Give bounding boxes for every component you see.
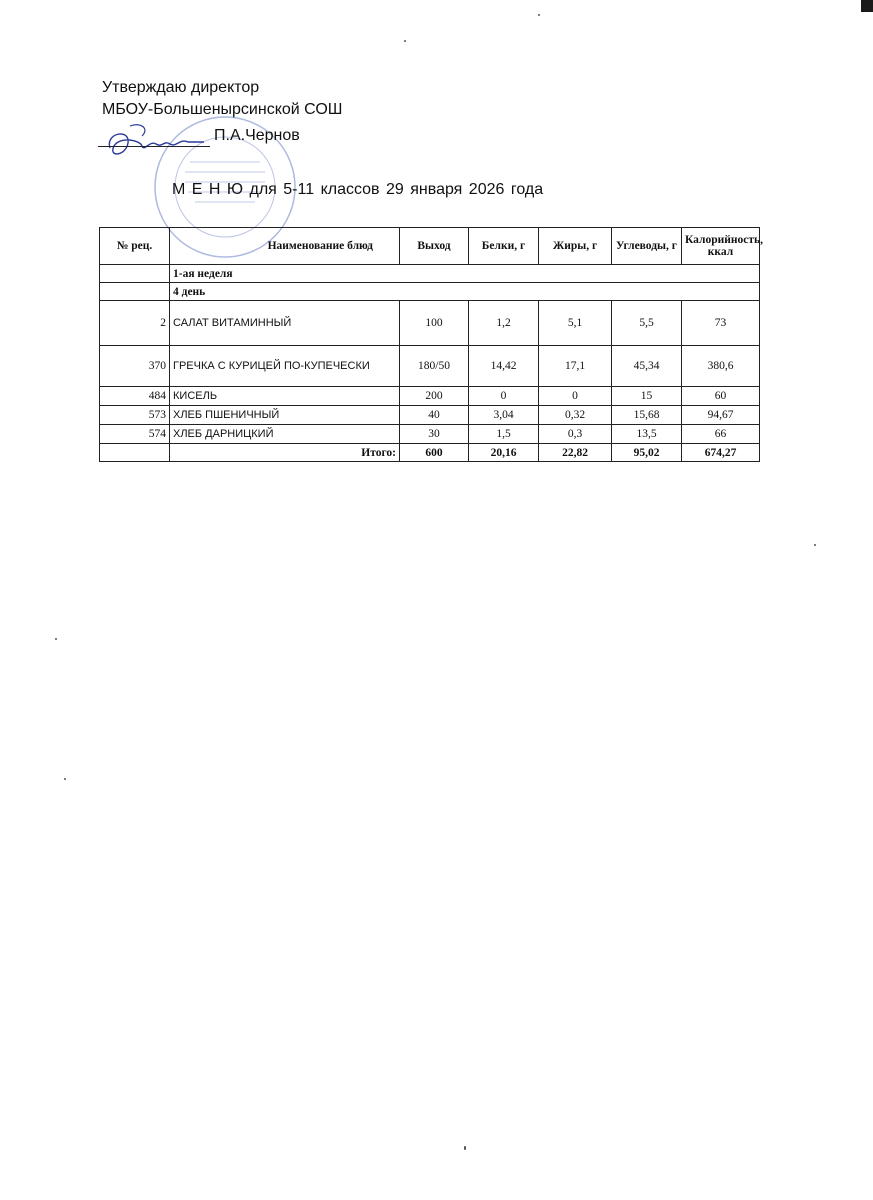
total-kcal: 674,27 xyxy=(682,444,760,462)
carbs-cell: 15 xyxy=(612,387,682,406)
approval-line-2: МБОУ-Большенырсинской СОШ xyxy=(102,101,343,118)
fat-cell: 0,3 xyxy=(539,425,612,444)
dish-name: ХЛЕБ ДАРНИЦКИЙ xyxy=(170,425,400,444)
yield-cell: 30 xyxy=(400,425,469,444)
dish-name: САЛАТ ВИТАМИННЫЙ xyxy=(170,301,400,346)
header-carbs: Углеводы, г xyxy=(612,228,682,265)
rec-number: 370 xyxy=(100,346,170,387)
protein-cell: 1,2 xyxy=(469,301,539,346)
day-row xyxy=(100,283,760,301)
scan-corner-mark xyxy=(861,0,873,12)
table-row xyxy=(100,346,760,387)
director-signature xyxy=(100,118,210,168)
total-fat: 22,82 xyxy=(539,444,612,462)
kcal-cell: 380,6 xyxy=(682,346,760,387)
carbs-cell: 45,34 xyxy=(612,346,682,387)
yield-cell: 180/50 xyxy=(400,346,469,387)
table-row xyxy=(100,387,760,406)
carbs-cell: 15,68 xyxy=(612,406,682,425)
total-label: Итого: xyxy=(170,444,400,462)
total-protein: 20,16 xyxy=(469,444,539,462)
week-row xyxy=(100,265,760,283)
signature-line xyxy=(98,146,210,147)
scan-speck xyxy=(64,778,66,780)
rec-number: 484 xyxy=(100,387,170,406)
table-row xyxy=(100,425,760,444)
kcal-cell: 73 xyxy=(682,301,760,346)
day-label: 4 день xyxy=(170,283,760,301)
yield-cell: 100 xyxy=(400,301,469,346)
total-carbs: 95,02 xyxy=(612,444,682,462)
dish-name: ХЛЕБ ПШЕНИЧНЫЙ xyxy=(170,406,400,425)
header-fat: Жиры, г xyxy=(539,228,612,265)
scan-speck xyxy=(464,1146,466,1150)
protein-cell: 0 xyxy=(469,387,539,406)
dish-name: ГРЕЧКА С КУРИЦЕЙ ПО-КУПЕЧЕСКИ xyxy=(170,346,400,387)
kcal-cell: 94,67 xyxy=(682,406,760,425)
yield-cell: 40 xyxy=(400,406,469,425)
director-name: П.А.Чернов xyxy=(214,127,300,144)
scan-speck xyxy=(814,544,816,546)
protein-cell: 14,42 xyxy=(469,346,539,387)
carbs-cell: 13,5 xyxy=(612,425,682,444)
kcal-cell: 60 xyxy=(682,387,760,406)
protein-cell: 1,5 xyxy=(469,425,539,444)
protein-cell: 3,04 xyxy=(469,406,539,425)
yield-cell: 200 xyxy=(400,387,469,406)
total-yield: 600 xyxy=(400,444,469,462)
table-row xyxy=(100,406,760,425)
rec-number: 573 xyxy=(100,406,170,425)
approval-line-1: Утверждаю директор xyxy=(102,79,260,96)
header-rec: № рец. xyxy=(100,228,170,265)
dish-name: КИСЕЛЬ xyxy=(170,387,400,406)
carbs-cell: 5,5 xyxy=(612,301,682,346)
scan-speck xyxy=(55,638,57,640)
kcal-cell: 66 xyxy=(682,425,760,444)
rec-number: 2 xyxy=(100,301,170,346)
fat-cell: 0 xyxy=(539,387,612,406)
menu-title: М Е Н Ю для 5-11 классов 29 января 2026 года xyxy=(172,181,544,198)
header-name: Наименование блюд xyxy=(170,228,400,265)
fat-cell: 5,1 xyxy=(539,301,612,346)
header-kcal: Калорийность, ккал xyxy=(682,228,760,265)
header-protein: Белки, г xyxy=(469,228,539,265)
week-label: 1-ая неделя xyxy=(170,265,760,283)
total-row xyxy=(100,444,760,462)
table-header-row xyxy=(100,228,760,265)
rec-number: 574 xyxy=(100,425,170,444)
fat-cell: 17,1 xyxy=(539,346,612,387)
header-yield: Выход xyxy=(400,228,469,265)
scan-speck xyxy=(404,40,406,42)
menu-table xyxy=(99,227,763,462)
fat-cell: 0,32 xyxy=(539,406,612,425)
table-row xyxy=(100,301,760,346)
scan-speck xyxy=(538,14,540,16)
